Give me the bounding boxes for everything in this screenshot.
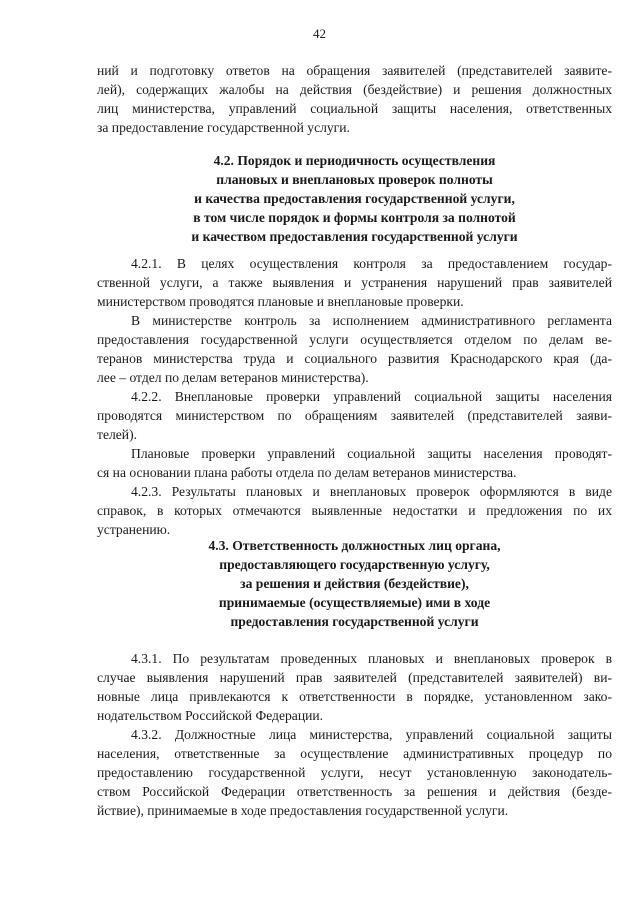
text-line: населения, ответственные за осуществление административных процедур по (97, 746, 612, 761)
text-line: новные лица привлекаются к ответственности в порядке, установленном зако- (97, 689, 612, 704)
text-line: 4.2.1. В целях осуществления контроля за предоставлением государ- (131, 256, 612, 271)
heading-line: в том числе порядок и формы контроля за полнотой (193, 210, 516, 225)
text-line: справок, в которых отмечаются выявленные недостатки и предложения по их (97, 503, 612, 518)
text-line: В министерстве контроль за исполнением административного регламента (131, 313, 612, 328)
text-line: лей), содержащих жалобы на действия (бездействие) и решения должностных (97, 82, 612, 97)
text-line: телей). (97, 427, 137, 442)
heading-line: предоставления государственной услуги (230, 614, 479, 629)
text-line: ний и подготовку ответов на обращения заявителей (представителей заявите- (97, 63, 612, 78)
heading-line: и качества предоставления государственной услуги, (194, 191, 515, 206)
text-line: 4.2.2. Внеплановые проверки управлений социальной защиты населения (131, 389, 612, 404)
text-line: устранению. (97, 522, 171, 537)
heading-line: 4.2. Порядок и периодичность осуществления (213, 153, 496, 168)
page-number: 42 (313, 26, 326, 41)
text-line: ством Российской Федерации ответственность за решения и действия (безде- (97, 784, 612, 799)
text-line: ся на основании плана работы отдела по делам ветеранов министерства. (97, 465, 517, 480)
text-line: нодательством Российской Федерации. (97, 708, 324, 723)
heading-line: предоставляющего государственную услугу, (219, 557, 490, 572)
text-line: теранов министерства труда и социального развития Краснодарского края (да- (97, 351, 612, 366)
text-line: за предоставление государственной услуги. (97, 120, 350, 135)
text-line: предоставления государственной услуги осуществляется отделом по делам ве- (97, 332, 612, 347)
text-line: йствие), принимаемые в ходе предоставления государственной услуги. (97, 803, 509, 818)
heading-line: принимаемые (осуществляемые) ими в ходе (218, 595, 491, 610)
text-line: 4.3.2. Должностные лица министерства, управлений социальной защиты (131, 727, 612, 742)
text-line: Плановые проверки управлений социальной защиты населения проводят- (131, 446, 612, 461)
text-line: предоставлению государственной услуги, несут установленную законодатель- (97, 765, 612, 780)
text-line: случае выявления нарушений прав заявителей (представителей заявителей) ви- (97, 670, 612, 685)
heading-line: за решения и действия (бездействие), (240, 576, 469, 591)
text-line: лее – отдел по делам ветеранов министерства). (97, 370, 369, 385)
text-line: министерством проводятся плановые и внеплановые проверки. (97, 294, 464, 309)
text-line: лиц министерства, управлений социальной защиты населения, ответственных (97, 101, 612, 116)
text-line: ственной услуги, а также выявления и устранения нарушений прав заявителей (97, 275, 612, 290)
heading-line: и качеством предоставления государственной услуги (191, 229, 518, 244)
text-line: 4.2.3. Результаты плановых и внеплановых проверок оформляются в виде (131, 484, 612, 499)
heading-line: плановых и внеплановых проверок полноты (216, 172, 493, 187)
text-line: проводятся министерством по обращениям заявителей (представителей заяви- (97, 408, 612, 423)
text-line: 4.3.1. По результатам проведенных плановых и внеплановых проверок в (131, 651, 612, 666)
heading-line: 4.3. Ответственность должностных лиц органа, (208, 538, 501, 553)
